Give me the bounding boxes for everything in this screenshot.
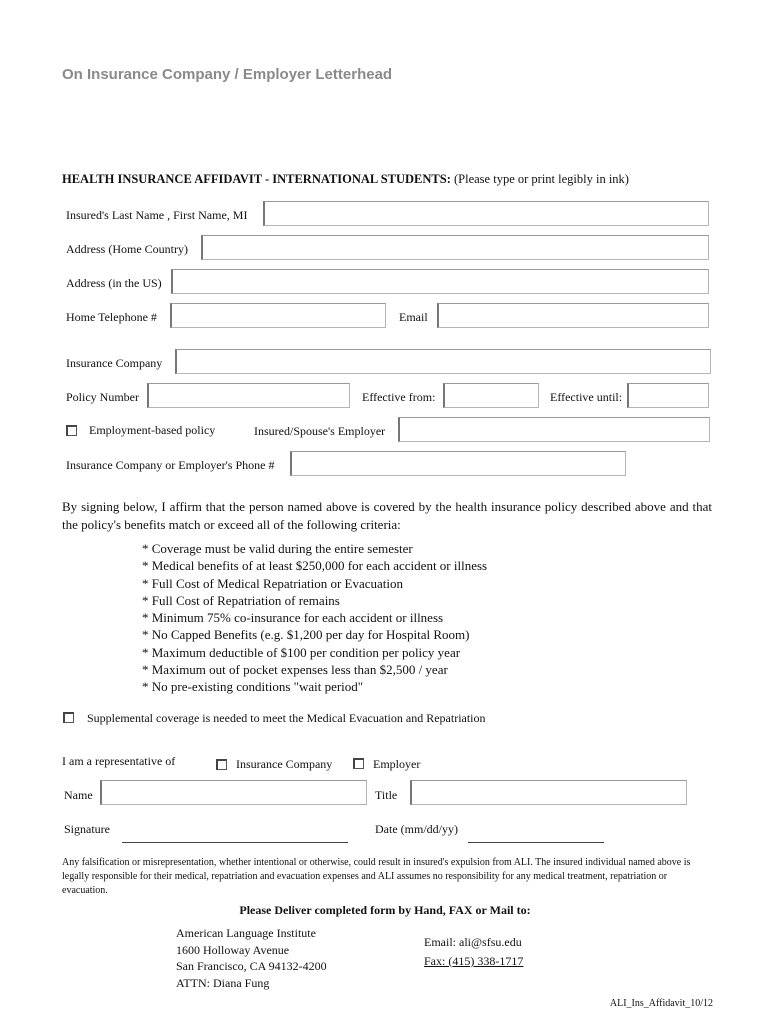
- policy-number-label: Policy Number: [66, 390, 139, 404]
- signature-line[interactable]: [122, 841, 348, 843]
- supplemental-checkbox[interactable]: [63, 712, 74, 723]
- title-field[interactable]: [410, 780, 687, 805]
- contact-info: [424, 933, 523, 971]
- form-heading: [62, 172, 629, 187]
- spouse-employer-field[interactable]: [398, 417, 710, 442]
- criteria-item: * No pre-existing conditions "wait period": [142, 679, 364, 695]
- email-field[interactable]: [437, 303, 709, 328]
- contact-fax: Fax: (415) 338-1717: [424, 954, 524, 968]
- criteria-item: * No Capped Benefits (e.g. $1,200 per day for Hospital Room): [142, 627, 470, 643]
- policy-number-field[interactable]: [147, 383, 350, 408]
- effective-until-label: Effective until:: [550, 390, 623, 404]
- criteria-item: * Maximum out of pocket expenses less than $2,500 / year: [142, 662, 448, 678]
- employer-checkbox[interactable]: [353, 758, 364, 769]
- insured-name-label: Insured's Last Name , First Name, MI: [66, 208, 248, 222]
- form-instruction: (Please type or print legibly in ink): [454, 172, 629, 186]
- company-phone-field[interactable]: [290, 451, 626, 476]
- criteria-item: * Coverage must be valid during the entire semester: [142, 541, 413, 556]
- criteria-item: * Full Cost of Medical Repatriation or Evacuation: [142, 575, 404, 591]
- effective-from-label: Effective from:: [362, 390, 436, 404]
- form-code: ALI_Ins_Affidavit_10/12: [609, 998, 713, 1009]
- date-line[interactable]: [468, 841, 604, 843]
- effective-until-field[interactable]: [627, 383, 709, 408]
- address-line: 1600 Holloway Avenue: [176, 942, 290, 957]
- supplemental-label: Supplemental coverage is needed to meet the Medical Evacuation and Repatriation: [87, 711, 486, 725]
- insurance-company-checkbox[interactable]: [216, 759, 227, 770]
- home-phone-label: Home Telephone #: [66, 310, 157, 324]
- insurance-company-option-label: Insurance Company: [236, 757, 333, 771]
- signature-label: Signature: [64, 822, 110, 836]
- employment-policy-label: Employment-based policy: [89, 423, 216, 437]
- representative-label: I am a representative of: [62, 754, 176, 768]
- company-phone-label: Insurance Company or Employer's Phone #: [66, 458, 275, 472]
- contact-email: Email: ali@sfsu.edu: [424, 935, 522, 949]
- address-home-label: Address (Home Country): [66, 242, 188, 256]
- insurance-company-label: Insurance Company: [66, 356, 163, 370]
- employment-policy-checkbox[interactable]: [66, 425, 77, 436]
- address-us-label: Address (in the US): [66, 276, 162, 290]
- home-phone-field[interactable]: [170, 303, 386, 328]
- disclaimer-text: Any falsification or misrepresentation, whether intentional or otherwise, could result in insured's expulsion from ALI. The insured individual named above is legally responsible for their medical, repatriation and evacuation expenses and ALI assumes no responsibility for any medical treatment, repatriation or evacuation.: [62, 857, 691, 896]
- date-label: Date (mm/dd/yy): [375, 822, 458, 836]
- address-home-field[interactable]: [201, 235, 709, 260]
- form-title: HEALTH INSURANCE AFFIDAVIT - INTERNATIONAL STUDENTS:: [62, 172, 451, 186]
- effective-from-field[interactable]: [443, 383, 539, 408]
- affirmation-text: By signing below, I affirm that the person named above is covered by the health insurance policy described above and that the policy's benefits match or exceed all of the following criteria:: [62, 499, 712, 532]
- delivery-heading: Please Deliver completed form by Hand, FAX or Mail to:: [239, 903, 531, 917]
- criteria-item: * Full Cost of Repatriation of remains: [142, 592, 340, 608]
- name-label: Name: [64, 788, 93, 802]
- insurance-company-field[interactable]: [175, 349, 711, 374]
- address-us-field[interactable]: [171, 269, 709, 294]
- title-label: Title: [375, 788, 398, 802]
- name-field[interactable]: [100, 780, 367, 805]
- address-line: ATTN: Diana Fung: [176, 975, 270, 990]
- criteria-list: [142, 540, 487, 696]
- letterhead-placeholder: On Insurance Company / Employer Letterhead: [62, 66, 393, 83]
- criteria-item: * Minimum 75% co-insurance for each accident or illness: [142, 610, 444, 626]
- insured-name-field[interactable]: [263, 201, 709, 226]
- criteria-item: * Maximum deductible of $100 per condition per policy year: [142, 644, 461, 660]
- criteria-item: * Medical benefits of at least $250,000 for each accident or illness: [142, 558, 488, 574]
- mailing-address: [176, 925, 327, 991]
- email-label: Email: [399, 310, 428, 324]
- employer-option-label: Employer: [373, 757, 421, 771]
- address-line: San Francisco, CA 94132-4200: [176, 959, 327, 973]
- address-line: American Language Institute: [176, 926, 316, 940]
- spouse-employer-label: Insured/Spouse's Employer: [254, 424, 386, 438]
